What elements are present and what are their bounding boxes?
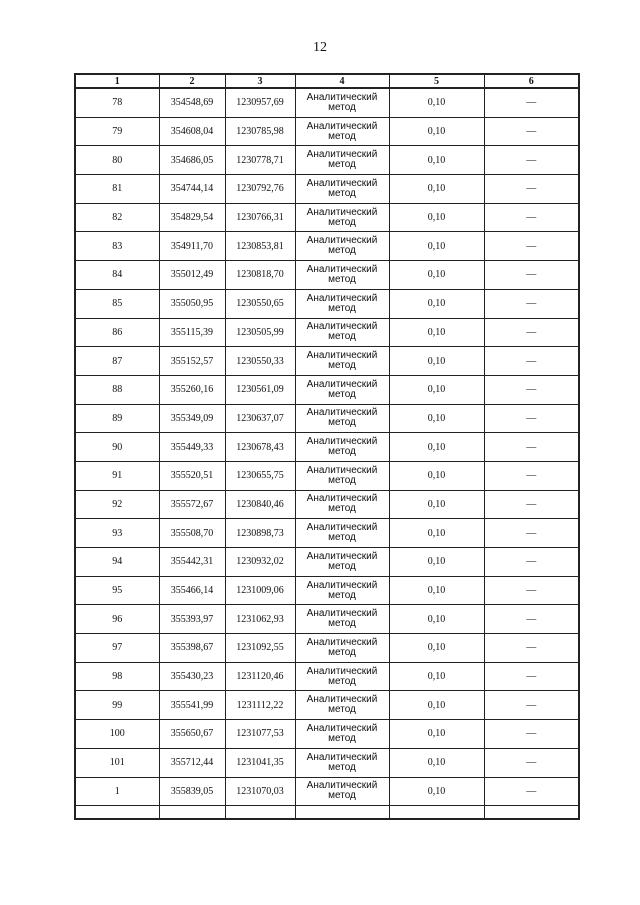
method-cell: Аналитический метод (295, 691, 389, 720)
x-coordinate-cell: 355115,39 (159, 318, 225, 347)
point-number-cell: 87 (75, 347, 159, 376)
accuracy-cell: 0,10 (389, 289, 484, 318)
note-cell: — (484, 634, 579, 663)
y-coordinate-cell: 1231062,93 (225, 605, 295, 634)
table-body (75, 88, 579, 819)
accuracy-cell: 0,10 (389, 461, 484, 490)
method-cell: Аналитический метод (295, 605, 389, 634)
accuracy-cell: 0,10 (389, 777, 484, 806)
table-row (75, 433, 579, 462)
y-coordinate-cell: 1230550,65 (225, 289, 295, 318)
x-coordinate-cell: 355466,14 (159, 576, 225, 605)
point-number-cell: 79 (75, 117, 159, 146)
point-number-cell: 90 (75, 433, 159, 462)
table-row (75, 662, 579, 691)
point-number-cell: 97 (75, 634, 159, 663)
point-number-cell: 101 (75, 748, 159, 777)
table-row (75, 404, 579, 433)
x-coordinate-cell: 355449,33 (159, 433, 225, 462)
method-cell: Аналитический метод (295, 548, 389, 577)
point-number-cell: 80 (75, 146, 159, 175)
note-cell: — (484, 748, 579, 777)
accuracy-cell: 0,10 (389, 404, 484, 433)
note-cell: — (484, 175, 579, 204)
method-cell: Аналитический метод (295, 662, 389, 691)
table-row (75, 146, 579, 175)
table-row (75, 777, 579, 806)
point-number-cell: 89 (75, 404, 159, 433)
y-coordinate-cell: 1230898,73 (225, 519, 295, 548)
table-row (75, 548, 579, 577)
method-cell: Аналитический метод (295, 720, 389, 749)
accuracy-cell: 0,10 (389, 146, 484, 175)
point-number-cell: 82 (75, 203, 159, 232)
note-cell: — (484, 691, 579, 720)
y-coordinate-cell: 1231070,03 (225, 777, 295, 806)
point-number-cell: 96 (75, 605, 159, 634)
point-number-cell: 1 (75, 777, 159, 806)
point-number-cell: 85 (75, 289, 159, 318)
y-coordinate-cell: 1231077,53 (225, 720, 295, 749)
y-coordinate-cell: 1230853,81 (225, 232, 295, 261)
x-coordinate-cell: 355541,99 (159, 691, 225, 720)
note-cell: — (484, 461, 579, 490)
table-row (75, 461, 579, 490)
table-row (75, 175, 579, 204)
accuracy-cell: 0,10 (389, 318, 484, 347)
point-number-cell: 95 (75, 576, 159, 605)
accuracy-cell: 0,10 (389, 691, 484, 720)
table-row (75, 117, 579, 146)
method-cell: Аналитический метод (295, 519, 389, 548)
column-header: 2 (159, 74, 225, 88)
x-coordinate-cell: 355442,31 (159, 548, 225, 577)
y-coordinate-cell: 1231009,06 (225, 576, 295, 605)
empty-cell (159, 806, 225, 820)
table-row (75, 691, 579, 720)
table-row (75, 720, 579, 749)
point-number-cell: 83 (75, 232, 159, 261)
y-coordinate-cell: 1231112,22 (225, 691, 295, 720)
note-cell: — (484, 576, 579, 605)
y-coordinate-cell: 1230932,02 (225, 548, 295, 577)
note-cell: — (484, 347, 579, 376)
method-cell: Аналитический метод (295, 634, 389, 663)
accuracy-cell: 0,10 (389, 347, 484, 376)
column-header: 6 (484, 74, 579, 88)
accuracy-cell: 0,10 (389, 88, 484, 117)
empty-cell (75, 806, 159, 820)
method-cell: Аналитический метод (295, 232, 389, 261)
y-coordinate-cell: 1230550,33 (225, 347, 295, 376)
point-number-cell: 81 (75, 175, 159, 204)
accuracy-cell: 0,10 (389, 117, 484, 146)
x-coordinate-cell: 355398,67 (159, 634, 225, 663)
x-coordinate-cell: 355349,09 (159, 404, 225, 433)
column-header: 5 (389, 74, 484, 88)
table-row (75, 605, 579, 634)
method-cell: Аналитический метод (295, 117, 389, 146)
method-cell: Аналитический метод (295, 433, 389, 462)
point-number-cell: 93 (75, 519, 159, 548)
note-cell: — (484, 146, 579, 175)
accuracy-cell: 0,10 (389, 748, 484, 777)
column-header: 1 (75, 74, 159, 88)
x-coordinate-cell: 354548,69 (159, 88, 225, 117)
note-cell: — (484, 375, 579, 404)
y-coordinate-cell: 1230766,31 (225, 203, 295, 232)
method-cell: Аналитический метод (295, 146, 389, 175)
table-row (75, 748, 579, 777)
note-cell: — (484, 203, 579, 232)
x-coordinate-cell: 355393,97 (159, 605, 225, 634)
point-number-cell: 98 (75, 662, 159, 691)
y-coordinate-cell: 1231041,35 (225, 748, 295, 777)
table-row (75, 318, 579, 347)
note-cell: — (484, 720, 579, 749)
y-coordinate-cell: 1230778,71 (225, 146, 295, 175)
coordinates-table (74, 73, 580, 820)
x-coordinate-cell: 355012,49 (159, 261, 225, 290)
x-coordinate-cell: 355050,95 (159, 289, 225, 318)
point-number-cell: 94 (75, 548, 159, 577)
y-coordinate-cell: 1230785,98 (225, 117, 295, 146)
point-number-cell: 78 (75, 88, 159, 117)
table-header-row (75, 74, 579, 88)
empty-cell (225, 806, 295, 820)
method-cell: Аналитический метод (295, 203, 389, 232)
note-cell: — (484, 605, 579, 634)
method-cell: Аналитический метод (295, 318, 389, 347)
method-cell: Аналитический метод (295, 777, 389, 806)
method-cell: Аналитический метод (295, 404, 389, 433)
method-cell: Аналитический метод (295, 375, 389, 404)
method-cell: Аналитический метод (295, 261, 389, 290)
x-coordinate-cell: 354608,04 (159, 117, 225, 146)
point-number-cell: 84 (75, 261, 159, 290)
y-coordinate-cell: 1230637,07 (225, 404, 295, 433)
method-cell: Аналитический метод (295, 748, 389, 777)
accuracy-cell: 0,10 (389, 519, 484, 548)
y-coordinate-cell: 1230840,46 (225, 490, 295, 519)
y-coordinate-cell: 1230655,75 (225, 461, 295, 490)
y-coordinate-cell: 1231120,46 (225, 662, 295, 691)
note-cell: — (484, 490, 579, 519)
accuracy-cell: 0,10 (389, 203, 484, 232)
y-coordinate-cell: 1230792,76 (225, 175, 295, 204)
table-row (75, 375, 579, 404)
method-cell: Аналитический метод (295, 576, 389, 605)
table-row (75, 289, 579, 318)
y-coordinate-cell: 1231092,55 (225, 634, 295, 663)
accuracy-cell: 0,10 (389, 175, 484, 204)
point-number-cell: 88 (75, 375, 159, 404)
note-cell: — (484, 261, 579, 290)
point-number-cell: 92 (75, 490, 159, 519)
note-cell: — (484, 519, 579, 548)
y-coordinate-cell: 1230678,43 (225, 433, 295, 462)
column-header: 3 (225, 74, 295, 88)
x-coordinate-cell: 355572,67 (159, 490, 225, 519)
accuracy-cell: 0,10 (389, 662, 484, 691)
x-coordinate-cell: 355152,57 (159, 347, 225, 376)
x-coordinate-cell: 355839,05 (159, 777, 225, 806)
note-cell: — (484, 88, 579, 117)
accuracy-cell: 0,10 (389, 605, 484, 634)
note-cell: — (484, 117, 579, 146)
table-row (75, 88, 579, 117)
y-coordinate-cell: 1230818,70 (225, 261, 295, 290)
method-cell: Аналитический метод (295, 289, 389, 318)
table-row (75, 347, 579, 376)
table-row (75, 576, 579, 605)
accuracy-cell: 0,10 (389, 433, 484, 462)
accuracy-cell: 0,10 (389, 720, 484, 749)
method-cell: Аналитический метод (295, 461, 389, 490)
note-cell: — (484, 662, 579, 691)
y-coordinate-cell: 1230561,09 (225, 375, 295, 404)
empty-cell (484, 806, 579, 820)
note-cell: — (484, 777, 579, 806)
x-coordinate-cell: 355650,67 (159, 720, 225, 749)
empty-cell (389, 806, 484, 820)
table-row (75, 203, 579, 232)
accuracy-cell: 0,10 (389, 634, 484, 663)
point-number-cell: 91 (75, 461, 159, 490)
x-coordinate-cell: 354744,14 (159, 175, 225, 204)
method-cell: Аналитический метод (295, 88, 389, 117)
x-coordinate-cell: 354829,54 (159, 203, 225, 232)
x-coordinate-cell: 355508,70 (159, 519, 225, 548)
x-coordinate-cell: 355712,44 (159, 748, 225, 777)
accuracy-cell: 0,10 (389, 261, 484, 290)
table-row (75, 490, 579, 519)
page-number: 12 (313, 40, 327, 55)
empty-row (75, 806, 579, 820)
accuracy-cell: 0,10 (389, 232, 484, 261)
accuracy-cell: 0,10 (389, 375, 484, 404)
note-cell: — (484, 318, 579, 347)
method-cell: Аналитический метод (295, 347, 389, 376)
table-row (75, 232, 579, 261)
accuracy-cell: 0,10 (389, 490, 484, 519)
note-cell: — (484, 232, 579, 261)
x-coordinate-cell: 354911,70 (159, 232, 225, 261)
note-cell: — (484, 433, 579, 462)
point-number-cell: 86 (75, 318, 159, 347)
x-coordinate-cell: 355520,51 (159, 461, 225, 490)
note-cell: — (484, 548, 579, 577)
table-row (75, 261, 579, 290)
y-coordinate-cell: 1230505,99 (225, 318, 295, 347)
empty-cell (295, 806, 389, 820)
method-cell: Аналитический метод (295, 175, 389, 204)
note-cell: — (484, 404, 579, 433)
accuracy-cell: 0,10 (389, 576, 484, 605)
point-number-cell: 99 (75, 691, 159, 720)
accuracy-cell: 0,10 (389, 548, 484, 577)
x-coordinate-cell: 355260,16 (159, 375, 225, 404)
table-row (75, 519, 579, 548)
x-coordinate-cell: 355430,23 (159, 662, 225, 691)
point-number-cell: 100 (75, 720, 159, 749)
column-header: 4 (295, 74, 389, 88)
note-cell: — (484, 289, 579, 318)
x-coordinate-cell: 354686,05 (159, 146, 225, 175)
method-cell: Аналитический метод (295, 490, 389, 519)
y-coordinate-cell: 1230957,69 (225, 88, 295, 117)
table-row (75, 634, 579, 663)
